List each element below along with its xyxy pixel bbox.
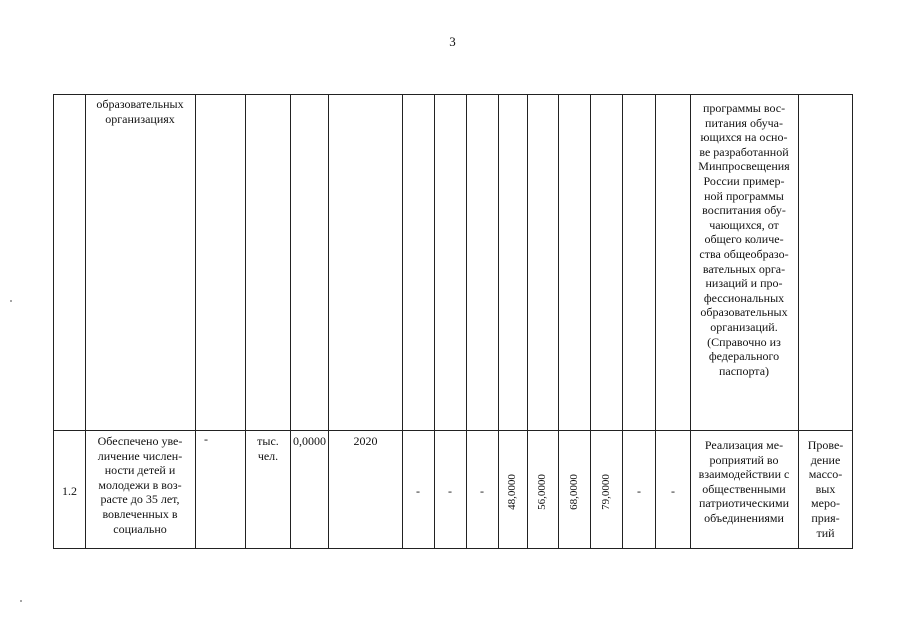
col-border (590, 94, 591, 549)
value-dash: - (448, 484, 452, 498)
value-dash: - (671, 484, 675, 498)
scan-artifact (20, 600, 22, 602)
col-border (53, 94, 54, 549)
value-79: 79,0000 (600, 474, 612, 510)
base-year: 2020 (353, 434, 378, 448)
value-68: 68,0000 (568, 474, 580, 510)
col-border (434, 94, 435, 549)
scan-artifact (10, 300, 12, 302)
row-unit: тыс. чел. (257, 434, 279, 463)
prev-row-indicator: программы вос- питания обуча- ющихся на осно- ве разработанной Минпросвещения России пример- ной программы воспитания обу- чающихся, от общего количе- ства общеобразо- вательных орга- низаций и про- фессиональных образовательных организаций. (Справочно из федерального паспорта) (698, 101, 790, 378)
col-border (498, 94, 499, 549)
page-number: 3 (449, 34, 456, 49)
value-dash: - (416, 484, 420, 498)
col-border (527, 94, 528, 549)
col-border (622, 94, 623, 549)
value-dash: - (480, 484, 484, 498)
col-border (402, 94, 403, 549)
col-border (245, 94, 246, 549)
row-name: Обеспечено уве- личение числен- ности детей и молодежи в воз- расте до 35 лет, вовлеченных в социально (97, 434, 183, 536)
table-bottom-border (53, 548, 853, 549)
table-top-border (53, 94, 853, 95)
col-border (466, 94, 467, 549)
mechanism: Реализация ме- роприятий во взаимодействии с общественными патриотическими объединениями (698, 438, 790, 525)
note: Прове- дение массо- вых меро- прия- тий (807, 438, 844, 540)
row-type: - (204, 432, 208, 446)
col-border (558, 94, 559, 549)
col-border (852, 94, 853, 549)
value-48: 48,0000 (506, 474, 518, 510)
row-divider (53, 430, 853, 431)
prev-row-name: образовательных организациях (96, 97, 184, 126)
value-dash: - (637, 484, 641, 498)
col-border (328, 94, 329, 549)
value-56: 56,0000 (536, 474, 548, 510)
col-border (655, 94, 656, 549)
col-border (290, 94, 291, 549)
col-border (195, 94, 196, 549)
base-value: 0,0000 (293, 434, 326, 448)
row-number: 1.2 (62, 484, 77, 498)
